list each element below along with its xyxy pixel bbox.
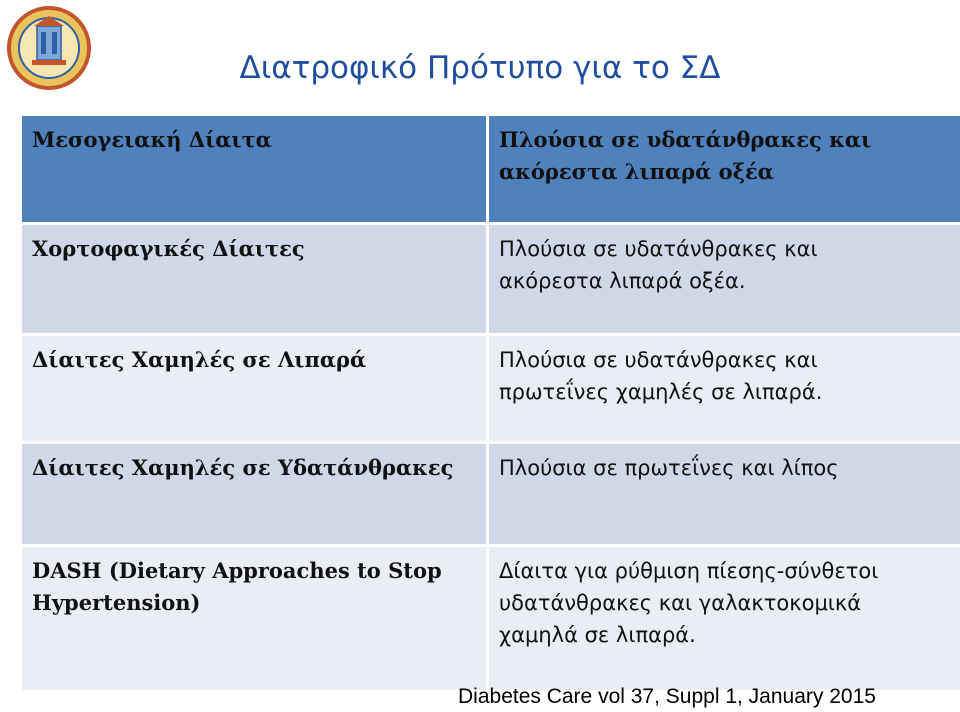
diet-label: Δίαιτες Χαμηλές σε Λιπαρά <box>32 347 367 372</box>
description-line: ακόρεστα λιπαρά οξέα <box>499 159 774 184</box>
diet-cell <box>22 547 489 690</box>
description-line: υδατάνθρακες και γαλακτοκομικά <box>499 591 862 615</box>
diet-label: Hypertension) <box>32 590 201 615</box>
description-line: Πλούσια σε υδατάνθρακες και <box>499 237 818 261</box>
citation: Diabetes Care vol 37, Suppl 1, January 2015 <box>458 685 876 708</box>
description-line: χαμηλά σε λιπαρά. <box>499 623 696 647</box>
description-line: Πλούσια σε υδατάνθρακες και <box>499 127 872 152</box>
description-line: Πλούσια σε υδατάνθρακες και <box>499 348 818 372</box>
description-cell <box>489 547 960 690</box>
diet-label: Δίαιτες Χαμηλές σε Υδατάνθρακες <box>32 455 454 480</box>
diet-table <box>22 116 960 687</box>
diet-label: Χορτοφαγικές Δίαιτες <box>32 236 305 261</box>
table-row <box>22 333 960 444</box>
description-line: Πλούσια σε πρωτεΐνες και λίπος <box>499 456 839 480</box>
table-row <box>22 544 960 690</box>
description-cell <box>489 116 960 222</box>
diet-cell <box>22 225 489 336</box>
description-line: Δίαιτα για ρύθμιση πίεσης-σύνθετοι <box>499 559 879 583</box>
description-line: ακόρεστα λιπαρά οξέα. <box>499 269 746 293</box>
institution-logo <box>6 4 92 92</box>
diet-cell <box>22 444 489 547</box>
diet-cell <box>22 116 489 222</box>
table-row <box>22 222 960 336</box>
institution-seal-icon <box>6 4 92 92</box>
description-cell <box>489 336 960 444</box>
diet-cell <box>22 336 489 444</box>
description-line: πρωτεΐνες χαμηλές σε λιπαρά. <box>499 380 823 404</box>
table-row <box>22 116 960 222</box>
description-cell <box>489 444 960 547</box>
description-cell <box>489 225 960 336</box>
diet-label: Μεσογειακή Δίαιτα <box>32 127 272 152</box>
diet-label: DASH (Dietary Approaches to Stop <box>32 558 442 583</box>
table-row <box>22 441 960 547</box>
slide-title: Διατροφικό Πρότυπο για το ΣΔ <box>239 50 721 86</box>
